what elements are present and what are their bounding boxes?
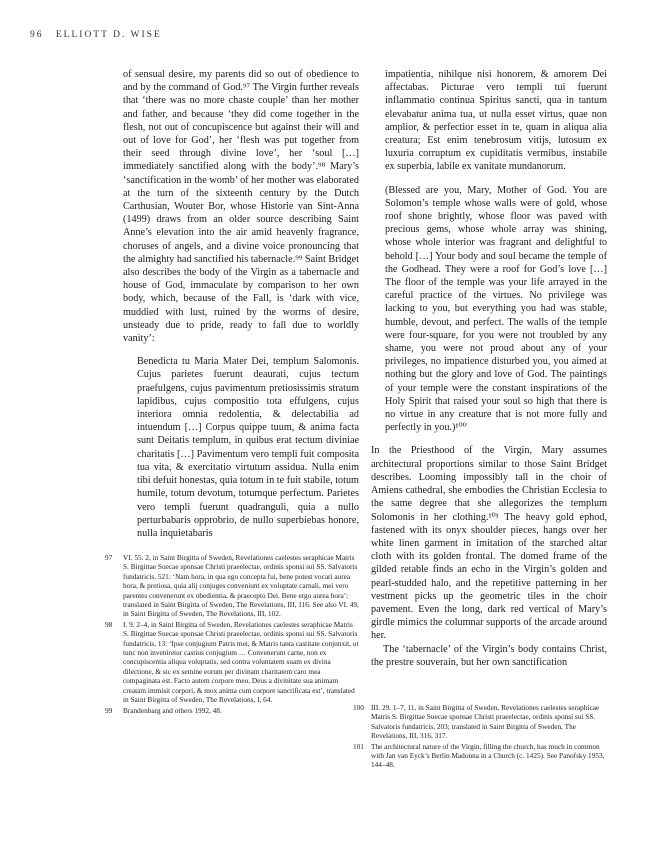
footnote	[105, 706, 359, 715]
footnote-number: 98	[105, 619, 113, 629]
latin-quote-continued: impatientia, nihilque nisi honorem, & amorem Dei affectabas. Picturae vero templi tui fuerunt inflammatio continua Spiritus sancti, qua in tantum elevabatur anima tua, ut nulla esset virtus, quae non amplior, & perfectior esset in te, quam in aliqua alia creatura; Est enim tenebrosum vitijs, lutosum ex luxuria corruptum ex cupiditatis vermibus, instabile ex superbia, labile ex vanitate mundanorum.	[385, 69, 607, 173]
footnote-text: III. 29. 1–7, 11, in Saint Birgitta of Sweden, Revelationes caelestes seraphicae Matris S. Birgittae Suecae sponsae Christi praeelectae, ordinis sponsi sui SS. Salvatoris fundatricis, 203; translated in Saint Birgitta of Sweden, The Revelations, III, 316, 317.	[371, 703, 600, 741]
body-paragraph: The ‘tabernacle’ of the Virgin’s body contains Christ, the prestre souverain, but her own sanctification	[371, 643, 607, 668]
english-translation: (Blessed are you, Mary, Mother of God. You are Solomon’s temple whose walls were of gold, whose roof shone brightly, whose floor was paved with precious gems, whose whole array was shining, whose whole interior was fragrant and delightful to behold […] Your body and soul became the temple of the Godhead. They were a roof for God’s love […] The floor of the temple was your life arrayed in the careful practice of the virtues. No privilege was lacking to you, but everything you had was stable, humble, devout, and perfect. The walls of the temple were four-square, for you were not troubled by any shame, you were not proud about any of your privileges, no impatience disturbed you, you aimed at nothing but the glory and love of God. The paintings of your temple were the constant inspirations of the Holy Spirit that raised your soul so high that there is no virtue in any creature that is not more fully and perfectly in you.)¹⁰⁰	[385, 184, 607, 434]
footnote-number: 100	[353, 703, 364, 712]
footnote-number: 97	[105, 553, 113, 562]
footnote	[353, 703, 607, 741]
footnote-text: VI. 55. 2, in Saint Birgitta of Sweden, Revelationes caelestes seraphicae Matris S. Birgittae Suecae sponsae Christi praeelectae, ordinis sponsi sui SS. Salvatoris fundatricis, 521: ‘Nam hora, in qua ego concepta fui, bene potest vocari aurea hora, & pretiosa, quia alij conjuges conveniunt ex voluptate carnali, mei vero parentes convenerunt ex obedientia, & praecepto Dei. Bene ergo aurea hora’; translated in Saint Birgitta of Sweden, The Revelations, III, 116. See also VI. 49, in Saint Birgitta of Sweden, The Revelations, III, 102.	[123, 553, 359, 619]
footnote-text: The architectural nature of the Virgin, filling the church, has much in common with Jan van Eyck’s Berlin Madonna in a Church (c. 1425). See Panofsky 1953, 144–48.	[371, 741, 605, 770]
footnote	[105, 620, 359, 705]
footnote	[353, 742, 607, 770]
latin-quote: Benedicta tu Maria Mater Dei, templum Salomonis. Cujus parietes fuerunt deaurati, cujus tectum praefulgens, cujus pavimentum pretiosissimis stratum lapidibus, cujus compositio tota effulgens, cujus interiora omnia redolentia, & delectabilia ad intuendum […] Corpus quippe tuum, & anima facta sunt Deitatis templum, in quibus erat tectum diviniae charitatis […] Pavimentum vero templi fuit composita tua vita, & exercitatio virtutum assidua. Nulla enim tibi defuit honestas, quia totum in te fuit stabile, totum humile, totum devotum, totumque perfectum. Parietes vero templi fuerunt quadranguli, quia a nullo perturbabaris opprobrio, de nullo superbiebas honore, nulla inquietabaris	[137, 356, 359, 539]
right-column	[371, 68, 607, 669]
footnote	[105, 553, 359, 619]
footnote-text: I. 9. 2–4, in Saint Birgitta of Sweden, Revelationes caelestes seraphicae Matris S. Birgittae Suecae sponsae Christi praeelectae, ordinis sponsi sui SS. Salvatoris fundatricis, 13: ‘Ipse conjugium Patris mei, & Matris tanta castitate conjunxit, ut tunc non inveniretur castius conjugium … Convenerunt carne, non ex concupiscentia aliqua voluptatis, sed contra voluntatem suam ex divina dilectione, & sic ex semine eorum per divinam charitatem caro mea compaginata est. Facto autem corpore meo, Deus a divinitate sua animam creatam immisit corpori, & mox anima cum corpore sanctificata est’, translated in Saint Birgitta of Sweden, The Revelations, I, 64.	[123, 619, 359, 705]
body-paragraph: In the Priesthood of the Virgin, Mary assumes architectural proportions similar to those Saint Bridget describes. Looming impossibly tall in the choir of Amiens cathedral, she embodies the Christian Ecclesia to the same degree that she allegorizes the templum Solomonis in her clothing.¹⁰¹ The heavy gold ephod, fastened with its onyx shoulder pieces, hangs over her white linen garment in imitation of the starched altar cloth with its golden frontal. The domed frame of the gilded retable finds an echo in the Virgin’s golden and pearl-studded halo, and the repetitive patterning in her vestment picks up the geometric tiles in the choir pavement. Even the long, dark red vertical of Mary’s girdle mimics the columnar supports of the arcade around her.	[371, 445, 607, 642]
footnotes-left	[105, 553, 359, 716]
page-number: 96	[30, 30, 44, 40]
footnotes-right	[353, 703, 607, 771]
running-head: ELLIOTT D. WISE	[55, 30, 162, 40]
footnote-text: Brandenbarg and others 1992, 48.	[123, 705, 222, 715]
footnote-number: 101	[353, 741, 364, 751]
body-paragraph: of sensual desire, my parents did so out of obedience to and by the command of God.⁹⁷ The Virgin further reveals that ‘there was no more chaste couple’ than her mother and father, and because ‘they did come together in the flesh, not out of concupiscence but against their will and out of love for God’, her ‘flesh was put together from their seed through divine love’, her ‘soul […] immediately sanctified along with the body’.⁹⁸ Mary’s ‘sanctification in the womb’ of her mother was elaborated at the turn of the sixteenth century by the Dutch Carthusian, Wouter Bor, whose Historie van Sint-Anna (1499) draws from an older source describing Saint Anne’s elevation into the air amid heavenly fragrance, choruses of angels, and a divine voice pronouncing that the almighty had sanctified his tabernacle.⁹⁹ Saint Bridget also describes the body of the Virgin as a tabernacle and house of God, immaculate by comparison to her own body, which, because of the Fall, is ‘dark with vice, muddied with lust, ruined by the worms of desire, unsteady due to pride, ready to fall due to worldly vanity’:	[123, 69, 359, 345]
left-column	[123, 68, 359, 540]
footnote-number: 99	[105, 705, 113, 715]
running-header	[30, 30, 162, 40]
